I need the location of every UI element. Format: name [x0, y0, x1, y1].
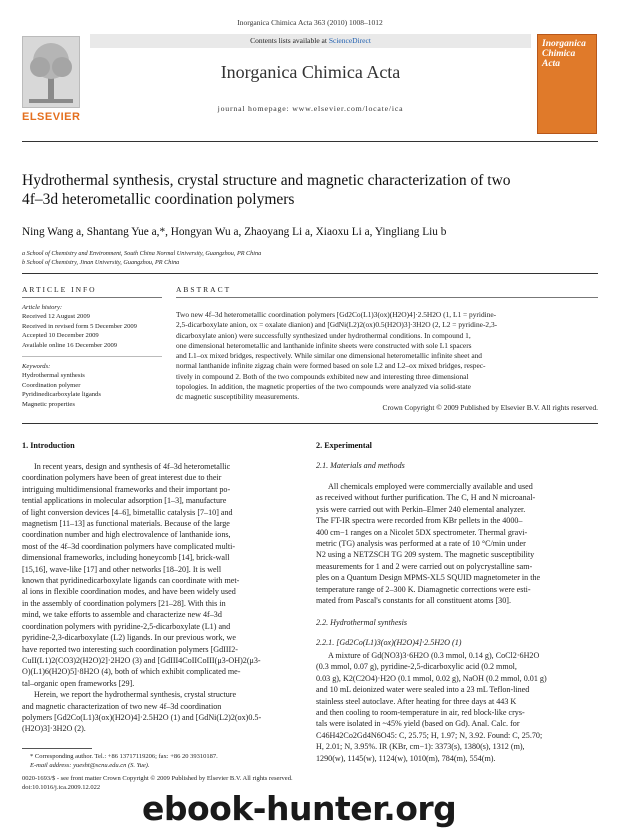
- abstract-line: 2,5-dicarboxylate anion, ox = oxalate dianion) and [GdNi(L2)2(ox)0.5(H2O)3]·3H2O (2, L2 = pyridine-2,3-: [176, 320, 498, 330]
- synthesis-line: A mixture of Gd(NO3)3·6H2O (0.3 mmol, 0.14 g), CoCl2·6H2O: [328, 651, 540, 660]
- abstract-line: tively in compound 2. Both of the two compounds exhibited new and interesting three dimensional: [176, 371, 469, 381]
- tree-logo-icon: [22, 36, 80, 108]
- intro-line: intriguing multidimensional frameworks and their important po-: [22, 484, 231, 494]
- affiliation-b: b School of Chemistry, Jinan University, Guangzhou, PR China: [22, 259, 180, 266]
- intro-line: magnetism [11–13] as functional materials. Because of the large: [22, 519, 230, 529]
- running-header: Inorganica Chimica Acta 363 (2010) 1008–1012: [237, 18, 383, 27]
- materials-line: measurements for 1 and 2 were carried out on polycrystalline sam-: [316, 561, 533, 571]
- contents-prefix: Contents lists available at: [250, 36, 329, 45]
- article-title: [22, 171, 592, 209]
- abstract-line: and L1–ox mixed bridges, respectively. While similar one dimensional heterometallic infinite sheet and: [176, 351, 483, 361]
- intro-line: coordination polymers have been of great interest due to their: [22, 473, 222, 483]
- intro-line: have reported two interesting such coordination polymers [GdIII2-: [22, 644, 238, 654]
- history-item: Received 12 August 2009: [22, 313, 90, 321]
- materials-heading: 2.1. Materials and methods: [316, 461, 405, 470]
- intro-line: pyridine-2,3-dicarboxylate (L2) ligands. In our previous work, we: [22, 633, 236, 643]
- materials-line: The FT-IR spectra were recorded from KBr pellets in the 4000–: [316, 516, 523, 526]
- info-rule: [22, 297, 162, 298]
- abstract-end-rule: [22, 423, 598, 424]
- footnote: [30, 752, 302, 770]
- materials-line: mated from Pascal's constants for all constituent atoms [30].: [316, 596, 511, 606]
- header-rule: [22, 141, 598, 142]
- doi[interactable]: doi:10.1016/j.ica.2009.12.022: [22, 784, 101, 791]
- footnote-rule: [22, 748, 92, 749]
- synthesis-line: and 10 mL deionized water were sealed into a 23 mL Teflon-lined: [316, 685, 530, 695]
- cover-title: Inorganica Chimica Acta: [542, 39, 586, 69]
- affiliation-a: a School of Chemistry and Environment, South China Normal University, Guangzhou, PR China: [22, 250, 262, 257]
- journal-title: Inorganica Chimica Acta: [220, 62, 401, 82]
- intro-line: coordination polymers with pyridine-2,5-dicarboxylate (L1) and: [22, 621, 231, 631]
- title-line-1: Hydrothermal synthesis, crystal structure and magnetic characterization of two: [22, 172, 511, 189]
- intro-line: in the assembly of coordination polymers [21–28]. With this in: [22, 598, 226, 608]
- keyword: Coordination polymer: [22, 381, 81, 389]
- publisher-logo: [22, 36, 80, 134]
- synthesis-line: 0.03 g), K2(C2O4)·H2O (0.1 mmol, 0.02 g), NaOH (0.2 mmol, 0.01 g): [316, 673, 547, 683]
- experimental-heading: 2. Experimental: [316, 441, 372, 450]
- article-history: [22, 303, 167, 350]
- compound-1-heading: 2.2.1. [Gd2Co(L1)3(ox)(H2O)4]·2.5H2O (1): [316, 638, 462, 647]
- affil-rule: [22, 273, 598, 274]
- intro-line: polymers [Gd2Co(L1)3(ox)(H2O)4]·2.5H2O (1) and [GdNi(L2)2(ox)0.5-: [22, 712, 262, 722]
- journal-homepage[interactable]: journal homepage: www.elsevier.com/locate/ica: [217, 104, 404, 113]
- keyword: Magnetic properties: [22, 400, 75, 408]
- keyword: Pyridinedicarboxylate ligands: [22, 391, 101, 399]
- synthesis-heading: 2.2. Hydrothermal synthesis: [316, 618, 407, 627]
- intro-body: [22, 461, 302, 735]
- synthesis-line: stainless steel autoclave. After heating for three days at 443 K: [316, 696, 517, 706]
- history-item: Received in revised form 5 December 2009: [22, 322, 137, 330]
- journal-cover: [537, 34, 597, 134]
- synthesis-line: 1290(w), 1145(w), 1124(w), 1010(m), 784(m), 554(m).: [316, 753, 496, 763]
- intro-line: In recent years, design and synthesis of 4f–3d heterometallic: [34, 462, 231, 471]
- abstract-line: dicarboxylate anion) were successfully synthesized under hydrothermal conditions. In compound 1,: [176, 330, 471, 340]
- keyword: Hydrothermal synthesis: [22, 372, 85, 380]
- abstract-heading: ABSTRACT: [176, 285, 232, 294]
- corresponding-author: * Corresponding author. Tel.: +86 13717119206; fax: +86 20 39310187.: [30, 753, 218, 760]
- history-label: Article history:: [22, 304, 63, 311]
- intro-line: Herein, we report the hydrothermal synthesis, crystal structure: [34, 690, 237, 700]
- intro-line: tential applications in molecular adsorption [1–3], manufacture: [22, 496, 227, 506]
- materials-body: [316, 481, 598, 606]
- synthesis-line: C46H42Co2Gd4N6O45: C, 25.75; H, 1.97; N, 3.92. Found: C, 25.70;: [316, 730, 543, 740]
- abstract-line: dc magnetic susceptibility measurements.: [176, 392, 300, 402]
- intro-line: most of the 4f–3d coordination polymers have complicated multi-: [22, 541, 236, 551]
- intro-heading: 1. Introduction: [22, 441, 75, 450]
- intro-line: O)(L1)6(H2O)5]·8H2O (4), both of which exhibit complicated me-: [22, 667, 241, 677]
- abstract-rule: [176, 297, 598, 298]
- history-item: Accepted 10 December 2009: [22, 332, 99, 340]
- materials-line: metric (TG) analysis was performed at a rate of 10 °C/min under: [316, 539, 526, 549]
- intro-line: and magnetic characterization of two new 4f–3d coordination: [22, 701, 222, 711]
- synthesis-line: (0.3 mmol, 0.07 g), pyridine-2,5-dicarboxylic acid (0.2 mmol,: [316, 662, 517, 672]
- authors: Ning Wang a, Shantang Yue a,*, Hongyan Wu a, Zhaoyang Li a, Xiaoxu Li a, Yingliang Liu b: [22, 226, 447, 238]
- intro-line: CuII(L1)2(CO3)2(H2O)2]·2H2O (3) and [GdIII4CoIICoIII(μ3-OH)2(μ3-: [22, 655, 261, 665]
- intro-line: mind, we take efforts to assemble and characterize new 4f–3d: [22, 610, 222, 620]
- keywords-rule: [22, 356, 162, 357]
- email-address[interactable]: E-mail address: yuesht@scnu.edu.cn (S. Yue).: [30, 762, 150, 769]
- abstract-line: topologies. In addition, the magnetic properties of the two compounds were analyzed via solid-state: [176, 382, 471, 392]
- intro-line: al ions in flexible coordination modes, and have been widely used: [22, 587, 236, 597]
- copyright: Crown Copyright © 2009 Published by Elsevier B.V. All rights reserved.: [382, 402, 598, 412]
- article-info-heading: ARTICLE INFO: [22, 285, 97, 294]
- title-line-2: 4f–3d heterometallic coordination polymers: [22, 191, 295, 208]
- synthesis-line: tals were isolated in ~45% yield (based on Gd). Anal. Calc. for: [316, 719, 520, 729]
- imprint-line: 0020-1693/$ - see front matter Crown Copyright © 2009 Published by Elsevier B.V. All rights reserved.: [22, 775, 293, 782]
- synthesis-body: [316, 650, 598, 764]
- materials-line: ysis were carried out with Perkin–Elmer 240 elemental analyzer.: [316, 504, 526, 514]
- materials-line: N2 using a NETZSCH TG 209 system. The magnetic susceptibility: [316, 550, 535, 560]
- publisher-name: ELSEVIER: [22, 111, 81, 123]
- synthesis-line: and then cooling to room-temperature in air, red block-like crys-: [316, 708, 525, 718]
- intro-line: dimensional frameworks, including honeycomb [14], brick-wall: [22, 553, 230, 563]
- abstract-line: normal lanthanide infinite zigzag chain were formed based on sole L2 and L2–ox mixed bridges, respec-: [176, 361, 486, 371]
- synthesis-line: H, 2.01; N, 3.95%. IR (KBr, cm−1): 3373(s), 1380(s), 1312 (m),: [316, 742, 525, 752]
- intro-line: of light conversion devices [4–6], bimetallic catalysis [7–10] and: [22, 507, 233, 517]
- intro-line: known that pyridinedicarboxylate ligands can coordinate with met-: [22, 576, 240, 586]
- abstract-line: one dimensional heterometallic and lanthanide infinite sheets were constructed with sole L1 spacers: [176, 340, 472, 350]
- intro-line: coordination number and high electrovalence of lanthanide ions,: [22, 530, 231, 540]
- intro-line: [15,16], wave-like [17] and other networks [18–20]. It is well: [22, 564, 222, 574]
- sciencedirect-link[interactable]: ScienceDirect: [328, 36, 371, 45]
- materials-line: temperature range of 2–300 K. Diamagnetic corrections were esti-: [316, 584, 531, 594]
- history-item: Available online 16 December 2009: [22, 341, 118, 349]
- materials-line: 400 cm−1 ranges on a Nicolet 5DX spectrometer. Thermal gravi-: [316, 527, 528, 537]
- abstract-line: Two new 4f–3d heterometallic coordination polymers [Gd2Co(L1)3(ox)(H2O)4]·2.5H2O (1, L1 = pyridine-: [176, 310, 497, 319]
- keywords: [22, 362, 167, 409]
- watermark-banner: ebook-hunter.org: [142, 789, 457, 828]
- materials-line: ples on a Quantum Design MPMS-XL5 SQUID magnetometer in the: [316, 573, 541, 583]
- intro-line: (H2O)3]·3H2O (2).: [22, 724, 86, 734]
- materials-line: All chemicals employed were commercially available and used: [328, 482, 533, 491]
- materials-line: as received without further purification. The C, H and N microanal-: [316, 493, 536, 503]
- contents-band: [90, 34, 531, 48]
- abstract-body: [176, 310, 598, 413]
- intro-line: tal–organic open frameworks [29].: [22, 678, 135, 688]
- keywords-label: Keywords:: [22, 363, 51, 370]
